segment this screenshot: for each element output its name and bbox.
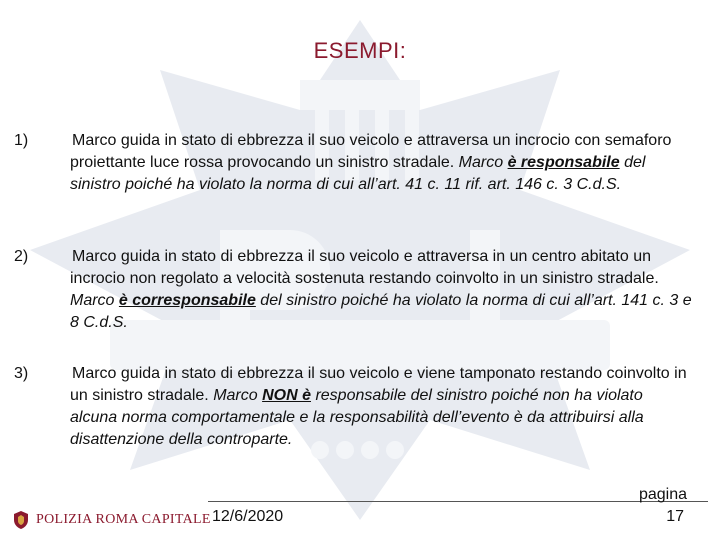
example-2 bbox=[14, 246, 692, 334]
example-emphasis: NON è bbox=[262, 387, 311, 404]
page-number: 17 bbox=[666, 508, 684, 525]
crest-icon bbox=[12, 510, 30, 530]
example-number: 2) bbox=[14, 248, 29, 265]
example-3 bbox=[14, 363, 692, 451]
page-title: ESEMPI: bbox=[313, 38, 407, 63]
example-text: Marco guida in stato di ebbrezza il suo veicolo e viene tamponato restando coinvolto in un sinistro stradale. bbox=[70, 365, 687, 404]
footer-logo bbox=[12, 510, 211, 530]
example-1 bbox=[14, 130, 692, 196]
example-text: Marco guida in stato di ebbrezza il suo veicolo e attraversa in un centro abitato un incrocio non regolato a velocità sostenuta restando coinvolto in un sinistro stradale. bbox=[70, 248, 659, 287]
example-emphasis: è corresponsabile bbox=[118, 292, 256, 309]
example-text: Marco guida in stato di ebbrezza il suo veicolo e attraversa un incrocio con semaforo proiettante luce rossa provocando un sinistro stradale. bbox=[70, 132, 672, 171]
page-label: pagina bbox=[638, 486, 687, 503]
example-italic-pre: Marco bbox=[213, 387, 263, 404]
footer-divider bbox=[208, 501, 708, 502]
example-italic-pre: Marco bbox=[458, 154, 508, 171]
example-italic-post: del sinistro poiché ha violato la norma di cui all’art. 41 c. 11 rif. art. 146 c. 3 C.d.S. bbox=[70, 154, 646, 193]
example-number: 3) bbox=[14, 365, 29, 382]
footer-logo-text: POLIZIA ROMA CAPITALE bbox=[36, 512, 211, 527]
example-italic-pre: Marco bbox=[70, 292, 119, 309]
example-emphasis: è responsabile bbox=[507, 154, 620, 171]
footer-date: 12/6/2020 bbox=[212, 508, 284, 525]
example-number: 1) bbox=[14, 132, 29, 149]
example-italic-post: del sinistro poiché ha violato la norma di cui all’art. 141 c. 3 e 8 C.d.S. bbox=[70, 292, 692, 331]
example-italic-post: responsabile del sinistro poiché non ha violato alcuna norma comportamentale e la responsabilità dell’evento è da attribuirsi alla disattenzione della controparte. bbox=[70, 387, 644, 448]
